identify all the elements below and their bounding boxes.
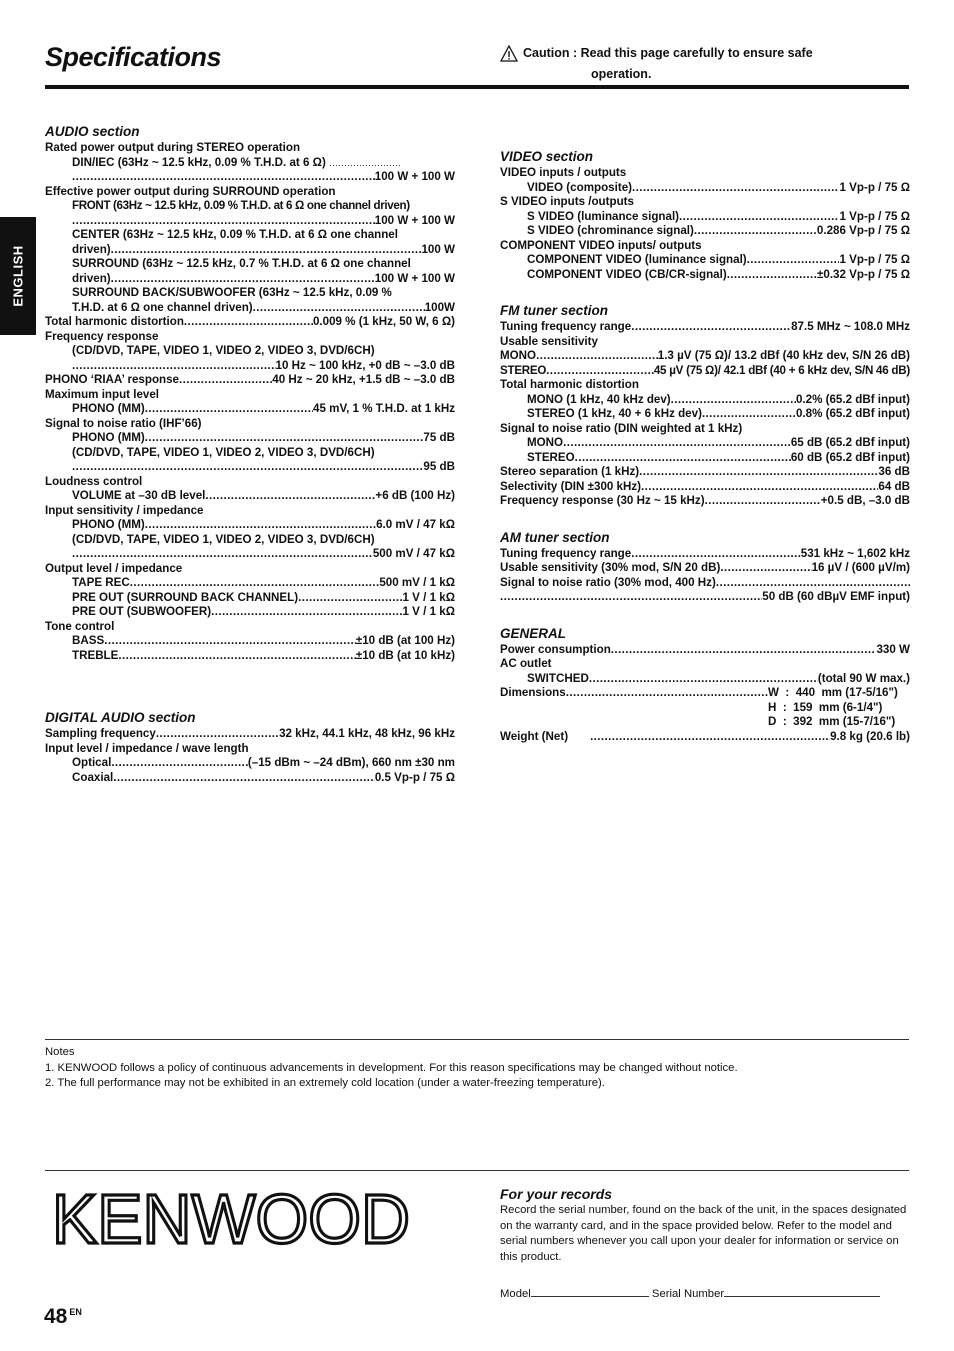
- spec-line: [500, 465, 910, 480]
- note-item: 1. KENWOOD follows a policy of continuous advancements in development. For this reason specifications may be changed without notice.: [45, 1061, 738, 1074]
- spec-line: [45, 518, 455, 533]
- records-fields: [500, 1286, 912, 1300]
- spec-label: PHONO ‘RIAA’ response: [45, 373, 180, 386]
- spec-value: 75 dB: [423, 431, 455, 444]
- spec-line: [45, 727, 455, 742]
- page-title: Specifications: [45, 42, 222, 72]
- spec-value: 0.5 Vp-p / 75 Ω: [374, 770, 455, 784]
- kenwood-logo-text: KENWOOD: [52, 1187, 410, 1247]
- spec-line: [45, 373, 455, 388]
- spec-value: 500 mV / 1 kΩ: [379, 576, 455, 589]
- spec-value: 1 V / 1 kΩ: [402, 590, 455, 604]
- footer-divider: [45, 1170, 909, 1171]
- spec-line: [500, 224, 910, 239]
- records-heading: For your records: [500, 1186, 613, 1202]
- spec-line: (CD/DVD, TAPE, VIDEO 1, VIDEO 2, VIDEO 3, DVD/6CH): [72, 445, 375, 459]
- digital-audio-section-heading: DIGITAL AUDIO section: [45, 710, 196, 725]
- spec-line: [45, 359, 455, 374]
- spec-value: 32 kHz, 44.1 kHz, 48 kHz, 96 kHz: [279, 727, 455, 740]
- page-number: [44, 1305, 82, 1329]
- spec-label: Signal to noise ratio (30% mod, 400 Hz): [500, 575, 716, 589]
- spec-line: [500, 730, 910, 745]
- spec-value: (total 90 W max.): [817, 671, 910, 685]
- spec-line: FRONT (63Hz ~ 12.5 kHz, 0.09 % T.H.D. at 6 Ω one channel driven): [72, 199, 410, 212]
- spec-line: [500, 686, 910, 701]
- spec-line: [45, 156, 455, 171]
- spec-value: D : 392 mm (15-7/16"): [768, 715, 896, 728]
- spec-label: Stereo separation (1 kHz): [500, 465, 640, 478]
- spec-value: 50 dB (60 dBµV EMF input): [762, 590, 910, 603]
- spec-line: (CD/DVD, TAPE, VIDEO 1, VIDEO 2, VIDEO 3, DVD/6CH): [72, 344, 375, 357]
- spec-line: S VIDEO inputs /outputs: [500, 195, 634, 208]
- spec-label: VIDEO (composite): [527, 180, 633, 194]
- spec-value: ±10 dB (at 100 Hz): [355, 634, 455, 647]
- records-block: [500, 1185, 912, 1300]
- spec-value: 0.2% (65.2 dBf input): [795, 392, 910, 406]
- spec-value: 60 dB (65.2 dBf input): [790, 450, 910, 464]
- spec-value: (–15 dBm ~ –24 dBm), 660 nm ±30 nm: [247, 756, 455, 769]
- spec-line: [500, 181, 910, 196]
- spec-line: [500, 210, 910, 225]
- spec-label: MONO (1 kHz, 40 kHz dev): [527, 392, 671, 406]
- spec-line: [500, 561, 910, 576]
- notes-divider: [45, 1039, 909, 1040]
- spec-line: [45, 489, 455, 504]
- general-section-heading: GENERAL: [500, 625, 567, 641]
- spec-label: Frequency response (30 Hz ~ 15 kHz): [500, 494, 705, 507]
- spec-line: Loudness control: [45, 474, 143, 488]
- spec-value: 100 W + 100 W: [374, 271, 455, 285]
- spec-label: T.H.D. at 6 Ω one channel driven): [72, 300, 253, 314]
- spec-line: [45, 649, 455, 664]
- spec-line: CENTER (63Hz ~ 12.5 kHz, 0.09 % T.H.D. at 6 Ω one channel: [72, 228, 398, 241]
- page-number-value: 48: [44, 1305, 68, 1328]
- page-language-suffix: EN: [69, 1307, 82, 1317]
- spec-line: [45, 301, 455, 316]
- right-column: [500, 148, 910, 744]
- notes-block: [45, 1045, 909, 1092]
- serial-number-blank: [724, 1286, 880, 1297]
- spec-line: [45, 460, 455, 475]
- spec-line: [45, 605, 455, 620]
- caution-text-line1: Caution : Read this page carefully to ensure safe: [523, 46, 813, 60]
- spec-line: [500, 576, 910, 591]
- spec-line: [500, 407, 910, 422]
- spec-label: PHONO (MM): [72, 431, 145, 444]
- serial-number-label: Serial Number: [651, 1287, 725, 1300]
- spec-line: SURROUND (63Hz ~ 12.5 kHz, 0.7 % T.H.D. at 6 Ω one channel: [72, 257, 411, 270]
- spec-line: Maximum input level: [45, 387, 160, 401]
- spec-line: Tone control: [45, 619, 115, 633]
- spec-line: [45, 170, 455, 185]
- spec-value: 9.8 kg (20.6 lb): [830, 729, 910, 743]
- spec-line: [45, 402, 455, 417]
- spec-label: Dimensions: [500, 686, 566, 699]
- spec-line: [500, 268, 910, 283]
- spec-value: 6.0 mV / 47 kΩ: [376, 518, 455, 531]
- note-item: 2. The full performance may not be exhibited in an extremely cold location (under a water-freezing temperature).: [45, 1077, 605, 1089]
- spec-line: [45, 756, 455, 771]
- spec-label: MONO: [500, 349, 537, 362]
- spec-label: PHONO (MM): [72, 402, 145, 415]
- spec-value: H : 159 mm (6-1/4"): [768, 700, 883, 714]
- spec-line: COMPONENT VIDEO inputs/ outputs: [500, 238, 702, 252]
- spec-label: Selectivity (DIN ±300 kHz): [500, 479, 642, 493]
- left-column: [45, 123, 455, 785]
- am-tuner-section-heading: AM tuner section: [500, 529, 610, 545]
- spec-value: 1 Vp-p / 75 Ω: [839, 253, 910, 266]
- spec-line: Frequency response: [45, 329, 159, 343]
- spec-leader: ........................: [329, 157, 402, 168]
- spec-value: 1 V / 1 kΩ: [402, 605, 455, 618]
- spec-label: S VIDEO (luminance signal): [527, 209, 680, 223]
- spec-value: 64 dB: [878, 479, 910, 493]
- spec-value: 330 W: [876, 642, 910, 656]
- spec-line: [500, 436, 910, 451]
- spec-line: Usable sensitivity: [500, 334, 598, 348]
- spec-label: driven): [72, 271, 111, 285]
- spec-line: [45, 214, 455, 229]
- spec-value: 95 dB: [423, 460, 455, 473]
- spec-line: [500, 349, 910, 364]
- spec-label: COMPONENT VIDEO (luminance signal): [527, 253, 747, 266]
- spec-line: [45, 634, 455, 649]
- caution-notice: [500, 45, 813, 82]
- records-body: Record the serial number, found on the back of the unit, in the spaces designated on the warranty card, and in the space provided below. Refer to the model and serial numbers whenever you call upon your dealer for information or service on this product.: [500, 1204, 907, 1264]
- spec-line: [500, 364, 910, 379]
- fm-tuner-section-heading: FM tuner section: [500, 303, 609, 318]
- audio-section-heading: AUDIO section: [45, 124, 140, 139]
- spec-line: VIDEO inputs / outputs: [500, 166, 627, 179]
- spec-label: TAPE REC: [72, 576, 130, 589]
- notes-title: Notes: [45, 1046, 75, 1058]
- spec-value: 10 Hz ~ 100 kHz, +0 dB ~ –3.0 dB: [275, 358, 455, 372]
- spec-line: [500, 643, 910, 658]
- spec-value: 65 dB (65.2 dBf input): [790, 436, 910, 449]
- spec-line: [45, 431, 455, 446]
- spec-label: COMPONENT VIDEO (CB/CR-signal): [527, 267, 727, 281]
- spec-line: [500, 451, 910, 466]
- spec-value: 1 Vp-p / 75 Ω: [839, 180, 910, 194]
- spec-line: [45, 591, 455, 606]
- spec-value: ±0.32 Vp-p / 75 Ω: [817, 267, 910, 281]
- spec-value: 100 W: [421, 242, 455, 256]
- model-blank: [531, 1286, 649, 1297]
- spec-line: Input level / impedance / wave length: [45, 741, 249, 755]
- spec-value: ±10 dB (at 10 kHz): [355, 648, 455, 662]
- spec-value: 45 mV, 1 % T.H.D. at 1 kHz: [313, 402, 455, 415]
- spec-label: SWITCHED: [527, 671, 589, 685]
- spec-label: DIN/IEC (63Hz ~ 12.5 kHz, 0.09 % T.H.D. at 6 Ω): [72, 155, 326, 169]
- spec-label: Usable sensitivity (30% mod, S/N 20 dB): [500, 561, 721, 574]
- spec-label: Coaxial: [72, 770, 114, 784]
- caution-text-line2: operation.: [591, 67, 652, 81]
- spec-value: 500 mV / 47 kΩ: [372, 547, 455, 560]
- spec-line: [45, 547, 455, 562]
- spec-line: [500, 320, 910, 335]
- spec-line: AC outlet: [500, 657, 552, 670]
- spec-label: PRE OUT (SURROUND BACK CHANNEL): [72, 590, 299, 604]
- spec-value: +6 dB (100 Hz): [375, 489, 455, 502]
- spec-line: [500, 253, 910, 268]
- spec-line: Output level / impedance: [45, 561, 183, 575]
- spec-value: 40 Hz ~ 20 kHz, +1.5 dB ~ –3.0 dB: [272, 373, 455, 386]
- spec-label: BASS: [72, 634, 105, 647]
- spec-line: Input sensitivity / impedance: [45, 503, 204, 517]
- spec-value: 0.286 Vp-p / 75 Ω: [816, 224, 910, 237]
- spec-line: [500, 494, 910, 509]
- language-tab-label: ENGLISH: [10, 245, 26, 307]
- spec-line: [500, 701, 910, 716]
- spec-line: Rated power output during STEREO operation: [45, 141, 301, 154]
- spec-value: 100W: [424, 300, 455, 314]
- spec-value: 0.8% (65.2 dBf input): [795, 407, 910, 420]
- spec-line: [45, 315, 455, 330]
- spec-line: [500, 393, 910, 408]
- spec-label: Total harmonic distortion: [45, 315, 184, 328]
- spec-label: Sampling frequency: [45, 727, 156, 740]
- spec-label: TREBLE: [72, 648, 119, 662]
- spec-value: 1.3 µV (75 Ω)/ 13.2 dBf (40 kHz dev, S/N 26 dB): [657, 349, 910, 362]
- spec-label: PHONO (MM): [72, 518, 145, 531]
- spec-line: SURROUND BACK/SUBWOOFER (63Hz ~ 12.5 kHz, 0.09 %: [72, 286, 392, 299]
- spec-line: Total harmonic distortion: [500, 378, 639, 391]
- spec-value: 45 µV (75 Ω)/ 42.1 dBf (40 + 6 kHz dev, S/N 46 dB): [653, 363, 910, 377]
- spec-line: [45, 243, 455, 258]
- spec-line: [45, 576, 455, 591]
- spec-value: +0.5 dB, –3.0 dB: [820, 494, 910, 507]
- spec-line: [500, 672, 910, 687]
- spec-line: Signal to noise ratio (IHF’66): [45, 416, 202, 430]
- spec-label: VOLUME at –30 dB level: [72, 489, 206, 502]
- spec-value: 36 dB: [878, 465, 910, 478]
- spec-line: Effective power output during SURROUND operation: [45, 184, 336, 198]
- warning-icon: [500, 45, 518, 66]
- spec-label: Optical: [72, 756, 112, 769]
- spec-label: Weight (Net): [500, 729, 569, 743]
- spec-label: Tuning frequency range: [500, 320, 632, 333]
- spec-line: [500, 715, 910, 730]
- spec-value: 0.009 % (1 kHz, 50 W, 6 Ω): [312, 315, 455, 328]
- spec-line: [45, 272, 455, 287]
- header-rule: [45, 85, 909, 89]
- spec-value: 100 W + 100 W: [374, 170, 455, 183]
- spec-label: Tuning frequency range: [500, 546, 632, 560]
- spec-line: (CD/DVD, TAPE, VIDEO 1, VIDEO 2, VIDEO 3, DVD/6CH): [72, 532, 375, 546]
- spec-label: Power consumption: [500, 642, 611, 656]
- spec-line: [500, 480, 910, 495]
- spec-label: driven): [72, 242, 111, 256]
- spec-line: [500, 590, 910, 605]
- spec-label: STEREO (1 kHz, 40 + 6 kHz dev): [527, 407, 702, 420]
- spec-label: STEREO: [500, 363, 547, 377]
- spec-value: 531 kHz ~ 1,602 kHz: [800, 546, 910, 560]
- spec-value: 87.5 MHz ~ 108.0 MHz: [791, 320, 910, 333]
- spec-label: S VIDEO (chrominance signal): [527, 224, 694, 237]
- kenwood-logo: [52, 1187, 412, 1247]
- spec-label: PRE OUT (SUBWOOFER): [72, 605, 212, 618]
- spec-line: [500, 547, 910, 562]
- spec-value: 100 W + 100 W: [374, 213, 455, 227]
- spec-label: STEREO: [527, 450, 575, 464]
- language-tab: [0, 217, 36, 335]
- spec-label: MONO: [527, 436, 564, 449]
- spec-line: Signal to noise ratio (DIN weighted at 1 kHz): [500, 421, 743, 435]
- spec-line: [45, 771, 455, 786]
- model-label: Model: [500, 1287, 531, 1300]
- spec-value: W : 440 mm (17-5/16"): [768, 686, 898, 699]
- spec-value: 16 µV / (600 µV/m): [811, 561, 910, 574]
- spec-value: 1 Vp-p / 75 Ω: [839, 209, 910, 223]
- video-section-heading: VIDEO section: [500, 149, 594, 164]
